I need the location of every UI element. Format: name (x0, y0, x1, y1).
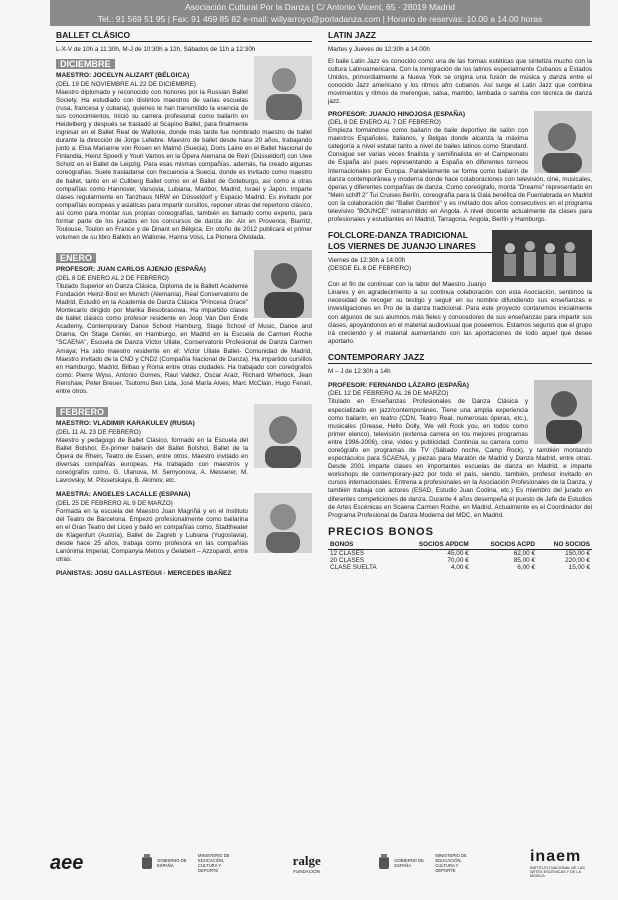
photo-lacalle (254, 493, 312, 553)
gov-1-ministry: MINISTERIO DE EDUCACIÓN, CULTURA Y DEPORTE (197, 853, 230, 873)
cell: 150,00 € (565, 549, 590, 557)
photo-ajenjo (254, 250, 312, 318)
table-row (328, 549, 592, 557)
cell: 45,00 € (447, 549, 469, 557)
cell: 4,00 € (450, 563, 469, 571)
bio-hinojosa: Empieza formándose como bailarín de baile deportivo de salón con maestros Españoles, Italianos, y Belgas donde alcanza la máxima categoría a nivel estatal tanto a nivel de bailes latinos como Standard. Consigue ser varias veces finalista y semifinalista en el Campeonato de España así pues representando a España en diferentes torneos Internacionales por Europa. Paralelamente se forma como bailarín de danza contemporánea y moderna donde hace colaboraciones con televisión, cine, musicales, óperas y diferentes compañías de danza. Como coreógrafo, monta "Dreams" representado en "Mein schiff 2" Tui Cruises Berlín, coreografía para la Gala benéfica de Fuenlabrada en Madrid con la colaboración del "Ballet Gambini" y es invitado dos años consecutivos en el programa televisivo "BOUNCE" retransmitido en Angola. A nivel docente actualmente da clases para profesionales y estudiantes en Madrid, Tarragona, Angola, Berlín y Hamburgo. (328, 127, 592, 224)
march-block (56, 491, 312, 564)
prices-table (328, 540, 592, 571)
cell: 62,00 € (513, 549, 536, 557)
contemp-title: CONTEMPORARY JAZZ (328, 352, 592, 364)
prices-section (328, 526, 592, 571)
folclore-block (328, 230, 592, 346)
gov-1 (157, 858, 195, 868)
cell: 12 CLASES (330, 549, 365, 557)
fundacion-label: FUNDACIÓN (293, 868, 321, 874)
teacher-name: ÁNGELES LACALLE (ESPAÑA) (92, 491, 191, 499)
logo-inaem (530, 848, 590, 878)
col-apdcm: SOCIOS APDCM (397, 540, 471, 550)
cell: CLASE SUELTA (330, 563, 377, 571)
header-line-2: Tel.: 91 569 51 95 | Fax: 91 469 85 82 e-mail: willyarroyo@porladanza.com | Horario de reservas: 10.00 a 14.00 horas (97, 14, 543, 24)
cell: 70,00 € (447, 556, 469, 564)
december-block (56, 54, 312, 242)
cell: 220,00 € (565, 556, 590, 564)
teacher-name: FERNANDO LÁZARO (ESPAÑA) (369, 381, 469, 389)
gov-2-name: GOBIERNO DE ESPAÑA (394, 858, 424, 868)
teacher-label: MAESTRA: (56, 491, 91, 499)
dates-lacalle: (DEL 25 DE FEBRERO AL 9 DE MARZO) (56, 499, 173, 507)
cell: 20 CLASES (330, 556, 365, 564)
ballet-title: BALLET CLÁSICO (56, 30, 312, 42)
crest-icon (377, 854, 391, 872)
prices-title: PRECIOS BONOS (328, 525, 434, 538)
bio-alizart: Maestro diplomado y reconocido con honores por la Russian Ballet Society. Ha estudiado con distintos maestros de varias escuelas (rusa, francesa y cubana), quienes le han transmitido la esencia de sus conocimientos. Inició su carrera profesional como bailarín en Heidelberg y después se trasladó al Scapino Ballet, para finalmente ingresar en el Ballet Real de Wallonie, donde más tarde fue nombrado maestro de ballet durante la dirección de Jorge Lefebre. Maestro de ballet desde hace 20 años, trabajando junto a: Elsa Marianne von Rosen en Malmö (Suecia), Doris Laine en el Ballet Nacional de Finlandia, Heinz Spoerli y Youri Vamos en la Ópera Alemana de Rein (Düsseldorf) con Uwe Scholz en el Ballet de Leipzig. Para esas mismas compañías, además, ha creado algunas coreografías. Suele trasladarse con frecuencia a Suecia, donde es invitado como maestro de ballet, tanto en el Cullberg Ballet como en el Ballet de Goteburgo, así como a otras compañías como Hannover, Varsovia, Lubiana, Maribor, Madrid, Israel y Japón. Imparte clases regularmente en Tanzhaus NRW en Düsseldorf y Espacio Madrid. Es invitado por compañías europeas y asiáticas para impartir cursillos, reponer obras del repertorio clásico, así como para montar sus propias coreografías, también es llamado como experto, para formar parte de los jurados en los concursos de danza de: Aix en Provence, Biarritz, Toulouse, Toulon en France y de Dinant en Bélgica. En otoño de 2012 publicará el primer volumen de su libro Ballets en Wallonie, Hanna Voss, La Pionera Olvidada. (56, 88, 312, 242)
photo-folclore (492, 230, 592, 282)
logo-aee (50, 852, 83, 875)
right-column (328, 30, 592, 571)
gov-2-ministry: MINISTERIO DE EDUCACIÓN, CULTURA Y DEPORTE (435, 853, 467, 873)
col-bonos: BONOS (328, 540, 397, 550)
pianists-names: JOSU GALLASTEGUI · MERCEDES IBAÑEZ (94, 570, 232, 578)
latin-intro: El baile Latin Jazz es conocido como una de las formas estéticas que sintetiza mucho con la cultura Latinoamericana. Con la inmigración de los latinos especialmente Cubanos a Estados Unidos, primordialmente a Nueva York se origina una fusión de música y danza entre el conocido Jazz americano y los ritmos afro cubanos. Así surge el Latin Jazz que combina movimientos y ritmos de merengue, salsa, mambo, lambada o samba con técnica de danza jazz. (328, 58, 592, 106)
month-january: ENERO (56, 253, 96, 263)
contemporary-block (328, 352, 592, 520)
february-block (56, 402, 312, 485)
inaem-text: inaem (529, 848, 582, 865)
bio-lazaro: Titulado en Enseñanzas Profesionales de Danza Clásica y especializado en jazz/contemporáneo. Tiene una amplia experiencia como bailarín, en teatro (CDN, Teatro Real, numerosas óperas, etc.), musicales (Grease, Hello Dolly, We will Rock you, en todos como primer elenco), televisión (extensa carrera en los mejores programas entre 1996-2006), cine, vídeo y publicidad. Continúa su carrera como coreógrafo en programas de TV (Sábado noche, Camp Rock), y también montando espectáculos para SCAENA, y piezas para Maratón de Madrid y Danza Madrid, entre otras. Desde 2001 imparte clases en importantes escuelas de danza en Madrid, e imparte workshops de contemporary-jazz por todo el país, siendo, también, profesor invitado en cursos internacionales. Entrena a profesionales en la Asociación Profesionales de la Danza, y también trabaja con actores (ESAD, Estudio Juan Codina, etc.) Es miembro del jurado en diferentes competiciones de danza. Durante 4 años desempeña el puesto de Jefe de Estudios de Artes Escénicas en Scaena Carmen Roche, en Madrid. Actualmente es el Coordinador del Programa Profesional de Danza Moderna del MDC, en Madrid. (328, 398, 592, 519)
teacher-name: VLADIMIR KARAKULEV (RUSIA) (93, 420, 195, 428)
col-acpd: SOCIOS ACPD (471, 540, 537, 550)
crest-icon (140, 854, 154, 872)
latin-schedule: Martes y Jueves de 12:30h a 14:00h (328, 46, 430, 53)
folclore-schedule: Viernes de 12:30h a 14:00h (328, 257, 406, 265)
latin-jazz-block (328, 30, 592, 224)
pianists (56, 570, 312, 577)
left-column (56, 30, 312, 577)
teacher-label: MAESTRO: (56, 72, 92, 79)
footer-logos (50, 838, 590, 888)
prices-header-row (328, 540, 592, 550)
cell: 6,00 € (517, 563, 536, 571)
inaem-subtitle: INSTITUTO NACIONAL DE LAS ARTES ESCÉNICAS Y DE LA MÚSICA (529, 866, 585, 878)
pianists-label: PIANISTAS: (56, 570, 93, 578)
table-row (328, 557, 592, 564)
gov-1-name: GOBIERNO DE ESPAÑA (156, 858, 187, 868)
month-december: DICIEMBRE (56, 59, 115, 69)
folclore-body: Con el fin de continuar con la labor del Maestro Juanjo Linares y en agradecimiento a su continua colaboración con esta Asociación, sentimos la necesidad de recoger su testigo y seguir en su nombre difundiendo sus enseñanzas e investigaciones en Pro de la danza tradicional. Para este proyecto contaremos inicialmente con algunos de sus alumnos más fieles y conocedores de sus enseñanzas para impartir sus clases, apoyándonos en el material audiovisual que poseemos. Estamos seguros que el grupo irá creciendo y el material aumentando con las aportaciones de todo aquel que desee aportarlo. (328, 281, 592, 345)
latin-title: LATIN JAZZ (328, 30, 592, 42)
teacher-name: JUANJO HINOJOSA (ESPAÑA) (369, 110, 466, 118)
page-header (50, 0, 590, 26)
logo-gobierno-1 (140, 853, 236, 873)
dates-ajenjo: (DEL 8 DE ENERO AL 2 DE FEBRERO) (56, 274, 169, 282)
folclore-title-2: LOS VIERNES DE JUANJO LINARES (328, 241, 592, 253)
col-no-socios: NO SOCIOS (537, 540, 592, 550)
logo-aee-text: aee (50, 851, 84, 874)
teacher-name: JUAN CARLOS AJENJO (ESPAÑA) (97, 266, 206, 274)
teacher-label: MAESTRO: (56, 420, 92, 428)
ballet-schedule: L-X-V de 10h a 11:30h, M-J de 10:30h a 12h, Sábados de 11h a 12:30h (56, 46, 256, 53)
photo-lazaro (534, 380, 592, 444)
cell: 15,00 € (568, 563, 590, 571)
january-block (56, 248, 312, 396)
photo-hinojosa (534, 111, 592, 173)
teacher-name: JOCELYN ALIZART (BÉLGICA) (93, 72, 190, 79)
bio-lacalle: Formada en la escuela del Maestro Joan Magriñá y en el Instituto del Teatro de Barcelona. Empezó profesionalmente como bailarina en el Gran Teatro del Liceo y bailó en compañías como, Stadtheater de Klagenfurt (Austria), Ballet de Zagreb y Lubiana (Yugoslavia), desde hace 25 años, trabaja como profesora en las compañías Lanónima Imperial, Companyia Metros y Gelabert – Azzopardi, entre otras. (56, 507, 248, 564)
photo-karakulev (254, 404, 312, 468)
table-row (328, 564, 592, 571)
dates-lazaro: (DEL 12 DE FEBRERO AL 26 DE MARZO) (328, 390, 449, 398)
teacher-label: PROFESOR: (328, 381, 368, 389)
folclore-dates: (DESDE EL 8 DE FEBRERO) (328, 265, 412, 273)
teacher-label: PROFESOR: (56, 266, 96, 274)
header-line-1: Asociación Cultural Por la Danza | C/ Antonio Vicent, 65 · 28019 Madrid (185, 2, 455, 12)
fundacion-logo-text: ralge (292, 852, 321, 868)
dates-hinojosa: (DEL 8 DE ENERO AL 7 DE FEBRERO) (328, 119, 441, 127)
teacher-label: PROFESOR: (328, 110, 368, 118)
dates-karakulev: (DEL 11 AL 23 DE FEBRERO) (56, 428, 141, 436)
photo-alizart (254, 56, 312, 120)
logo-gobierno-2 (377, 853, 473, 873)
month-february: FEBRERO (56, 407, 108, 417)
bio-karakulev: Maestro y pedagogo de Ballet Clásico, formado en la Escuela del Ballet Bolshoi. Ex-primer bailarín del Ballet Bolshoi, Ballet de la Ópera de Rhein, Teatro de Essen, entre otros. Maestro invitado en diversas compañías europeas. Ha trabajado con maestros y coreógrafos como, G. Ulanova, M. Semyonova, A. Messerer, M. Lavrovsky, M. Plissetskaya, B. Akimov, etc. (56, 436, 248, 485)
contemp-schedule: M – J de 12:30h a 14h (328, 367, 391, 375)
cell: 85,00 € (513, 556, 536, 564)
bio-ajenjo: Titulado Superior en Danza Clásica, Diploma de la Ballett Academie Fundación Heinz-Bosl en Munich (Alemania), Real Conservatorio de Madrid, Estudió en la Academia de Danza Clásica "Princesa Grace" Montecarlo dirigido por Marika Besobrasowa. Ha impartido clases de ballet clásico como profesor residente en Joop Van Den Ende Academy, Contemporary Dance School Hamburg, Stage School of Music, Dance and Drama, On Stage Center, en Hamburgo, en Madrid en la Escuela de Carmen Roche "SCAENA", Escuela de Danza Víctor Ullate, Conservatorio Profesional de Danza Carmen Amaya; Ha sido maestro residente en el: Víctor Ullate Ballet- Comunidad de Madrid, Maestro invitado de la CND y CND2 (Compañía Nacional de Danza). Ha impartido cursillos en Hamburgo, Madrid, Bilbao y Roma entre otras ciudades. Ha trabajado con coreógrafos como: Pierre Wyss, Antonio Gomes, Raul Valdez, Oscar Araiz, Richard Wherlock, Jean Renshaw, Peter Breuer, Tsutomu Ben Lida, José María Alves, Marc McClain, Hugo Fenari, entre otros. (56, 282, 312, 395)
dates-alizart: (DEL 19 DE NOVIEMBRE AL 22 DE DICIEMBRE) (56, 80, 196, 88)
folclore-title-1: FOLCLORE-DANZA TRADICIONAL (328, 230, 468, 241)
logo-fundacion (293, 853, 321, 874)
